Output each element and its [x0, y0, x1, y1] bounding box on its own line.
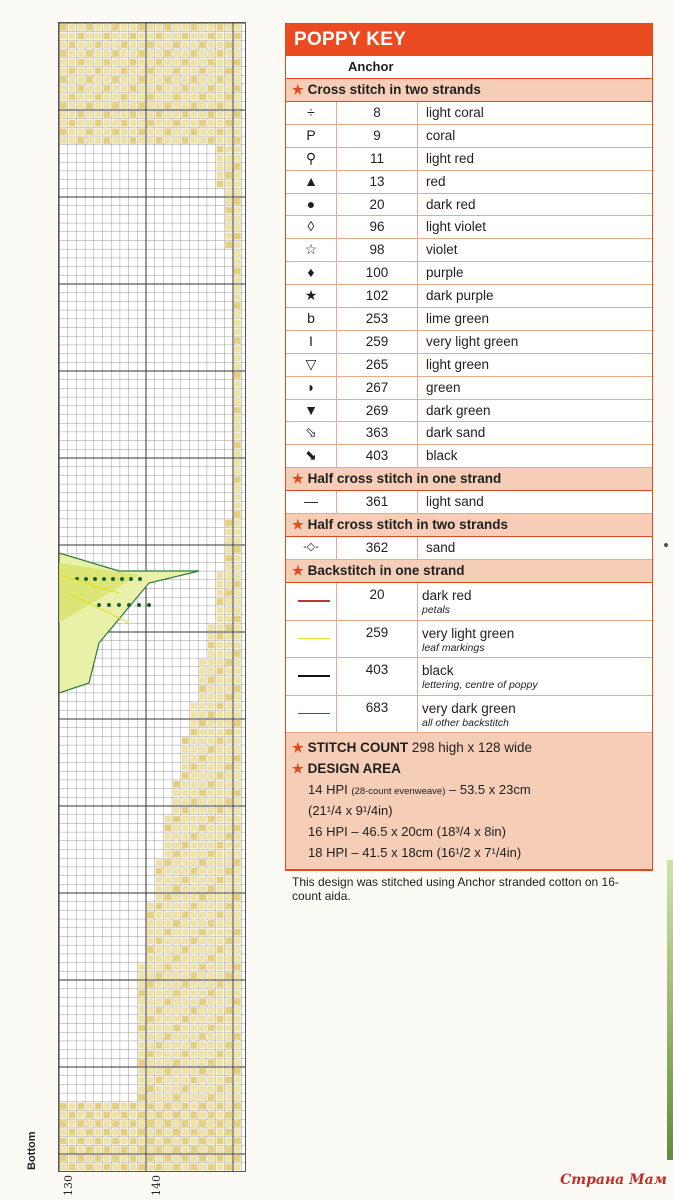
- key-row: [286, 125, 652, 148]
- stitch-symbol: ♦: [307, 264, 315, 281]
- backstitch-line-swatch: [298, 638, 330, 640]
- color-name: light sand: [426, 494, 484, 510]
- anchor-number: 8: [336, 102, 418, 124]
- key-row: [286, 102, 652, 125]
- anchor-number: 267: [336, 377, 418, 399]
- stitch-symbol: ⬂: [305, 424, 317, 441]
- key-row: [286, 194, 652, 217]
- stitch-symbol: ⚲: [305, 149, 317, 166]
- color-name: violet: [426, 242, 458, 258]
- color-name: sand: [426, 540, 456, 556]
- anchor-number: 362: [336, 537, 418, 559]
- anchor-number: 100: [336, 262, 418, 284]
- key-row: [286, 171, 652, 194]
- section-half-cross-two: [286, 514, 652, 537]
- design-area-14hpi: [292, 779, 646, 800]
- color-name: light red: [426, 150, 475, 166]
- color-name: very light green: [422, 625, 515, 641]
- backstitch-line-swatch: [298, 675, 330, 677]
- anchor-number: 403: [336, 658, 418, 695]
- stitch-symbol: ☆: [304, 241, 318, 258]
- anchor-column-header: [286, 56, 652, 79]
- key-row: [286, 537, 652, 560]
- color-name: red: [426, 173, 446, 189]
- stitch-count-label: STITCH COUNT: [307, 740, 409, 756]
- color-name-block: [422, 626, 514, 656]
- stitch-symbol: I: [309, 332, 313, 349]
- anchor-number: 20: [336, 194, 418, 216]
- stitch-symbol: P: [306, 126, 316, 143]
- star-icon: ★: [292, 761, 304, 777]
- section-half-cross-one: [286, 468, 652, 491]
- section-cross-stitch-label: Cross stitch in two strands: [307, 82, 481, 97]
- anchor-number: 361: [336, 491, 418, 513]
- key-row: [286, 491, 652, 514]
- anchor-number: 259: [336, 621, 418, 658]
- watermark-logo: Страна Мам: [560, 1172, 667, 1188]
- poppy-key-panel: [285, 23, 653, 904]
- usage-note: all other backstitch: [422, 716, 509, 729]
- stitch-symbol: ●: [306, 195, 316, 212]
- star-icon: ★: [292, 563, 304, 579]
- chart-row-number-140: 140: [150, 1175, 163, 1196]
- chart-side-label: Bottom: [26, 1131, 38, 1170]
- color-name: black: [422, 663, 454, 679]
- color-name: dark green: [426, 402, 491, 418]
- key-row: [286, 285, 652, 308]
- usage-note: petals: [422, 604, 451, 617]
- color-name-block: [422, 588, 472, 618]
- anchor-header-label: Anchor: [348, 59, 394, 74]
- key-row: [286, 148, 652, 171]
- anchor-number: 253: [336, 308, 418, 330]
- stitch-count-value: 298 high x 128 wide: [411, 740, 533, 756]
- section-half-cross-one-label: Half cross stitch in one strand: [307, 471, 502, 487]
- design-area-16hpi: 16 HPI – 46.5 x 20cm (18³/4 x 8in): [308, 824, 506, 840]
- usage-note: lettering, centre of poppy: [422, 679, 538, 692]
- footnote: This design was stitched using Anchor stranded cotton on 16-count aida.: [292, 875, 619, 904]
- da-14-metric: – 53.5 x 23cm: [449, 782, 531, 798]
- backstitch-row: [286, 621, 652, 659]
- star-icon: ★: [292, 82, 304, 97]
- color-name: purple: [426, 265, 464, 281]
- stitch-symbol: ◗: [306, 378, 316, 395]
- anchor-number: 98: [336, 239, 418, 261]
- design-area-14hpi-inches: (21¹/4 x 9¹/4in): [308, 803, 393, 819]
- da-14-fabric: (28-count evenweave): [351, 786, 446, 798]
- anchor-number: 9: [336, 125, 418, 147]
- backstitch-row: [286, 658, 652, 696]
- color-name: very dark green: [422, 700, 516, 716]
- stitch-symbol: ▽: [305, 355, 317, 372]
- color-name-block: [422, 663, 538, 693]
- usage-note: leaf markings: [422, 641, 485, 654]
- section-half-cross-two-label: Half cross stitch in two strands: [307, 517, 508, 533]
- anchor-number: 265: [336, 354, 418, 376]
- backstitch-rows: [286, 583, 652, 733]
- color-name: green: [426, 379, 461, 395]
- chart-row-number-130: 130: [62, 1175, 75, 1196]
- anchor-number: 683: [336, 696, 418, 733]
- anchor-number: 363: [336, 422, 418, 444]
- design-area-18hpi: 18 HPI – 41.5 x 18cm (16¹/2 x 7¹/4in): [308, 845, 522, 861]
- key-row: [286, 239, 652, 262]
- chart-grid: [59, 23, 245, 1171]
- anchor-number: 403: [336, 445, 418, 467]
- color-name: light coral: [426, 105, 484, 120]
- star-icon: ★: [292, 517, 304, 533]
- key-row: [286, 445, 652, 468]
- cross-stitch-rows: [286, 102, 652, 468]
- stitch-symbol: ▼: [304, 401, 318, 418]
- color-name: dark red: [426, 196, 476, 212]
- star-icon: ★: [292, 740, 304, 756]
- color-name: light violet: [426, 219, 487, 235]
- stitch-symbol: -◇-: [303, 541, 319, 554]
- key-row: [286, 354, 652, 377]
- key-row: [286, 422, 652, 445]
- stitch-symbol: ★: [304, 287, 318, 304]
- anchor-number: 102: [336, 285, 418, 307]
- color-name: very light green: [426, 333, 519, 349]
- page-edge-strip: [667, 860, 673, 1160]
- key-row: [286, 216, 652, 239]
- design-area-label: DESIGN AREA: [307, 761, 401, 777]
- section-backstitch-label: Backstitch in one strand: [307, 563, 465, 579]
- stitch-symbol: b: [307, 310, 315, 327]
- backstitch-line-swatch: [298, 713, 330, 715]
- backstitch-line-swatch: [298, 600, 330, 602]
- color-name: lime green: [426, 311, 490, 327]
- key-row: [286, 308, 652, 331]
- backstitch-row: [286, 696, 652, 734]
- key-row: [286, 400, 652, 423]
- anchor-number: 259: [336, 331, 418, 353]
- backstitch-row: [286, 583, 652, 621]
- da-14-size: 14 HPI: [308, 782, 348, 798]
- cross-stitch-chart: [58, 22, 246, 1172]
- anchor-number: 20: [336, 583, 418, 620]
- stitch-symbol: ◊: [307, 218, 315, 235]
- key-row: [286, 262, 652, 285]
- design-area: [292, 758, 646, 779]
- binder-hole: [664, 543, 668, 547]
- key-row: [286, 377, 652, 400]
- stitch-symbol: —: [304, 493, 318, 510]
- star-icon: ★: [292, 471, 304, 487]
- color-name: dark purple: [426, 288, 494, 304]
- color-name: light green: [426, 356, 490, 372]
- key-title: POPPY KEY: [286, 24, 652, 56]
- color-name: dark red: [422, 588, 472, 604]
- stitch-symbol: ▲: [304, 172, 318, 189]
- color-name: coral: [426, 127, 456, 143]
- stitch-symbol: ÷: [307, 104, 315, 120]
- stitch-count: [292, 737, 646, 758]
- stitch-symbol: ⬊: [305, 447, 317, 464]
- key-row: [286, 331, 652, 354]
- color-name: black: [426, 448, 458, 464]
- section-cross-stitch: [286, 79, 652, 102]
- color-name: dark sand: [426, 425, 486, 441]
- section-backstitch: [286, 560, 652, 583]
- color-name-block: [422, 701, 516, 731]
- anchor-number: 269: [336, 400, 418, 422]
- anchor-number: 11: [336, 148, 418, 170]
- anchor-number: 96: [336, 216, 418, 238]
- design-info: [286, 733, 652, 870]
- anchor-number: 13: [336, 171, 418, 193]
